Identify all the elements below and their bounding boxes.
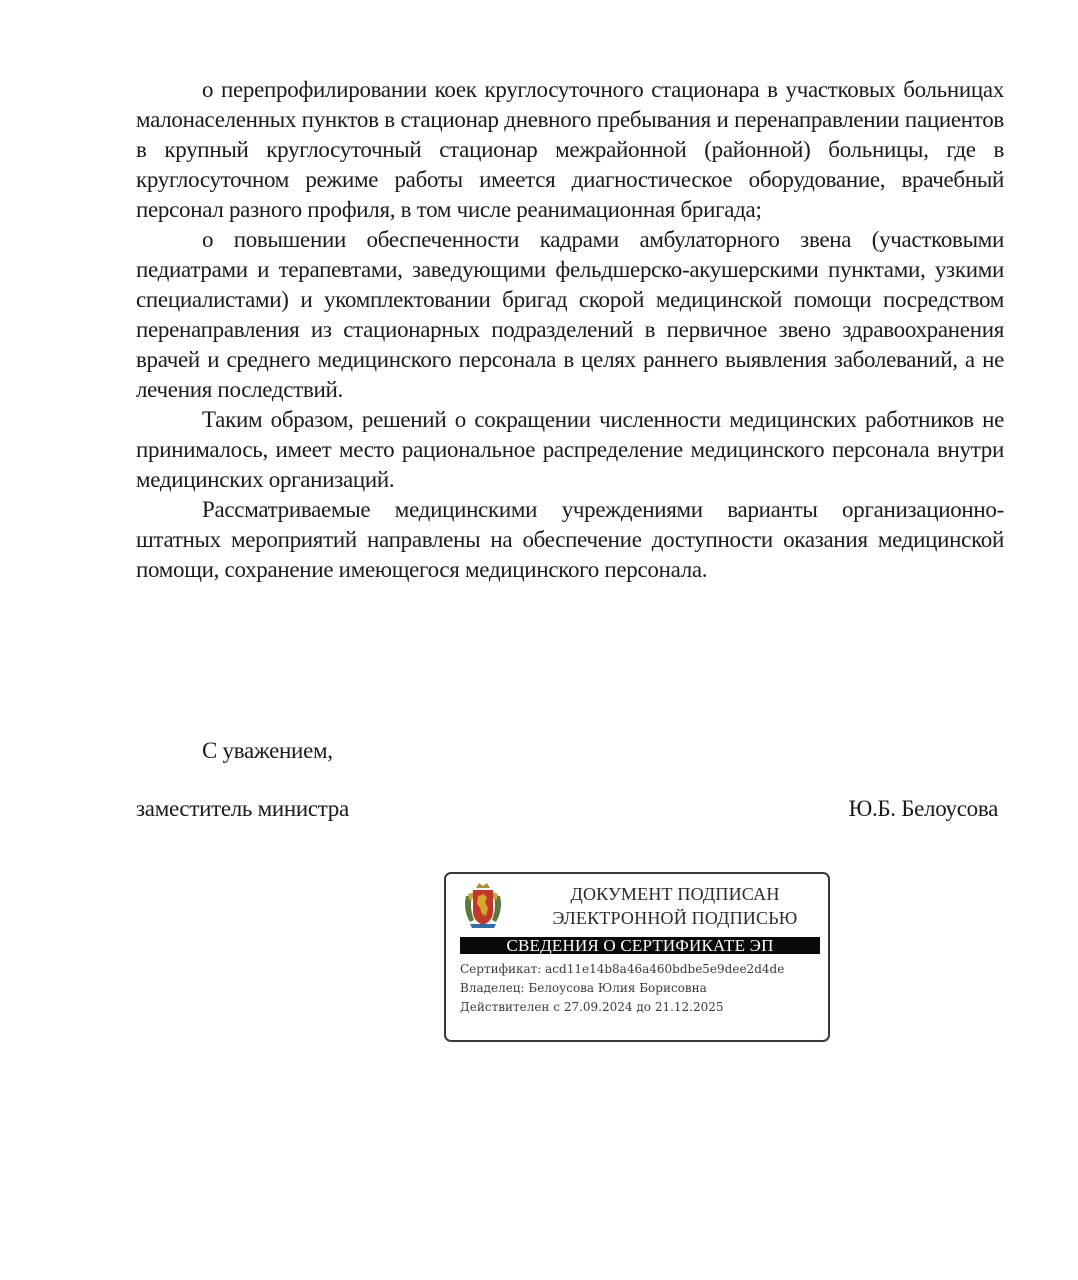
validity-row — [460, 998, 784, 1017]
stamp-title-line: ДОКУМЕНТ ПОДПИСАН — [570, 884, 780, 904]
paragraph: о повышении обеспеченности кадрами амбулаторного звена (участковыми педиатрами и терапевтами, заведующими фельдшерско-акушерскими пунктами, узкими специалистами) и укомплектовании бригад скорой медицинской помощи посредством перенаправления из стационарных подразделений в первичное звено здравоохранения врачей и среднего медицинского персонала в целях раннего выявления заболеваний, а не лечения последствий. — [136, 227, 1004, 402]
certificate-value: acd11e14b8a46a460bdbe5e9dee2d4de — [545, 962, 785, 976]
paragraph: Рассматриваемые медицинскими учреждениями варианты организационно-штатных мероприятий направлены на обеспечение доступности оказания медицинской помощи, сохранение имеющегося медицинского персонала. — [136, 497, 1004, 582]
coat-of-arms-icon — [462, 882, 504, 930]
certificate-details — [460, 960, 784, 1017]
owner-row — [460, 979, 784, 998]
letter-body — [136, 75, 1004, 585]
stamp-title-line: ЭЛЕКТРОННОЙ ПОДПИСЬЮ — [552, 908, 798, 928]
validity-label: Действителен — [460, 1000, 550, 1014]
owner-label: Владелец: — [460, 981, 525, 995]
certificate-row — [460, 960, 784, 979]
paragraph: о перепрофилировании коек круглосуточного стационара в участковых больницах малонаселенных пунктов в стационар дневного пребывания и перенаправлении пациентов в крупный круглосуточный стационар межрайонной (районной) больницы, где в круглосуточном режиме работы имеется диагностическое оборудование, врачебный персонал разного профиля, в том числе реанимационная бригада; — [136, 77, 1004, 222]
stamp-title — [530, 882, 820, 930]
validity-from: 27.09.2024 — [563, 1000, 633, 1014]
paragraph: Таким образом, решений о сокращении численности медицинских работников не принималось, имеет место рациональное распределение медицинского персонала внутри медицинских организаций. — [136, 407, 1004, 492]
closing-salutation: С уважением, — [202, 738, 333, 763]
owner-value: Белоусова Юлия Борисовна — [528, 981, 707, 995]
certificate-label: Сертификат: — [460, 962, 542, 976]
validity-from-label: с — [553, 1000, 560, 1014]
certificate-info-header: СВЕДЕНИЯ О СЕРТИФИКАТЕ ЭП — [460, 937, 820, 954]
signer-position: заместитель министра — [136, 796, 349, 821]
electronic-signature-stamp — [444, 872, 830, 1042]
validity-to-label: до — [636, 1000, 651, 1014]
validity-to: 21.12.2025 — [654, 1000, 724, 1014]
signer-name: Ю.Б. Белоусова — [848, 796, 998, 821]
